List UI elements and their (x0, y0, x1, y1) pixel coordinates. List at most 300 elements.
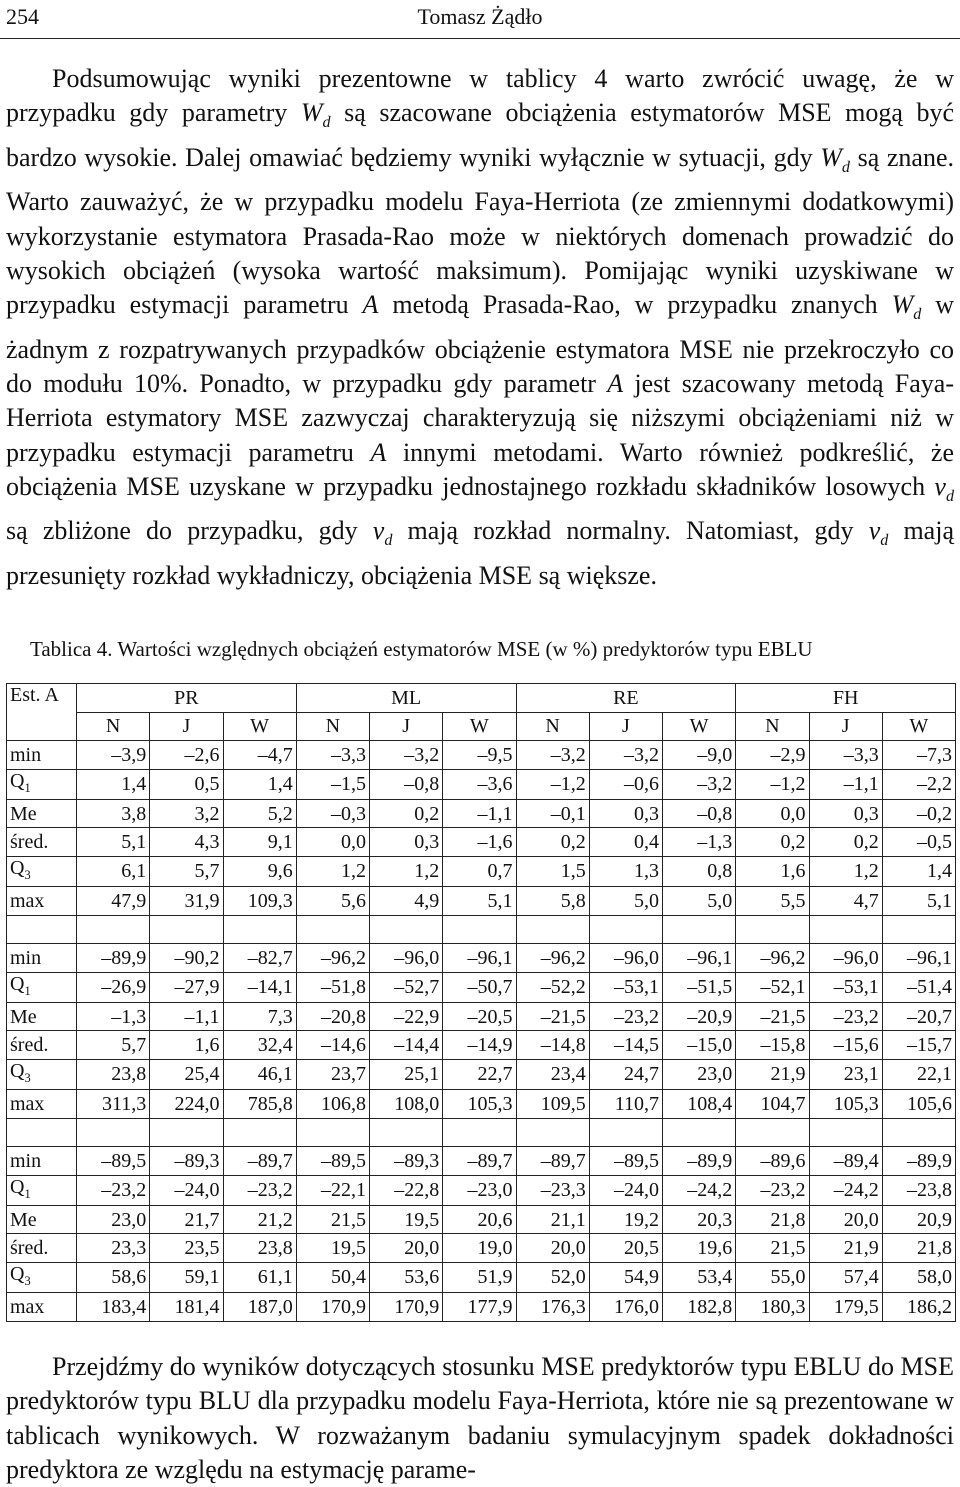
value-cell: –2,2 (882, 769, 955, 799)
value-cell: –1,6 (443, 828, 516, 857)
value-cell: 54,9 (589, 1262, 662, 1292)
empty-cell (150, 915, 223, 944)
subcol-header: W (443, 712, 516, 741)
value-cell: –20,5 (443, 1002, 516, 1031)
value-cell: –3,2 (370, 741, 443, 770)
table-row (7, 972, 956, 1002)
value-cell: 19,6 (663, 1234, 736, 1263)
value-cell: 20,5 (589, 1234, 662, 1263)
value-cell: –51,8 (296, 972, 369, 1002)
value-cell: –24,2 (809, 1175, 882, 1205)
value-cell: –2,9 (736, 741, 809, 770)
value-cell: 170,9 (370, 1292, 443, 1321)
empty-cell (516, 915, 589, 944)
table-row (7, 1292, 956, 1321)
subcol-header: J (370, 712, 443, 741)
value-cell: –14,6 (296, 1031, 369, 1060)
value-cell: 5,7 (77, 1031, 150, 1060)
table-header-groups (7, 684, 956, 713)
value-cell: –26,9 (77, 972, 150, 1002)
value-cell: 181,4 (150, 1292, 223, 1321)
value-cell: 108,4 (663, 1089, 736, 1118)
value-cell: 20,3 (663, 1205, 736, 1234)
row-label (7, 1292, 77, 1321)
empty-cell (589, 915, 662, 944)
value-cell: 224,0 (150, 1089, 223, 1118)
value-cell: –20,9 (663, 1002, 736, 1031)
value-cell: 19,2 (589, 1205, 662, 1234)
row-label (7, 1059, 77, 1089)
value-cell: 22,1 (882, 1059, 955, 1089)
value-cell: 20,0 (516, 1234, 589, 1263)
value-cell: 25,4 (150, 1059, 223, 1089)
value-cell: –22,8 (370, 1175, 443, 1205)
subcol-header: N (736, 712, 809, 741)
subcol-header: W (223, 712, 296, 741)
value-cell: 5,1 (443, 886, 516, 915)
value-cell: 21,8 (736, 1205, 809, 1234)
value-cell: –89,9 (882, 1147, 955, 1176)
value-cell: –20,7 (882, 1002, 955, 1031)
value-cell: –14,4 (370, 1031, 443, 1060)
value-cell: 50,4 (296, 1262, 369, 1292)
value-cell: 32,4 (223, 1031, 296, 1060)
paragraph-next-section: Przejdźmy do wyników dotyczących stosunku MSE predyktorów typu EBLU do MSE predyktorów typu BLU dla przypadku modelu Faya-Herriota, które nie są prezentowane w tablicach wynikowych. W rozważanym badaniu symulacyjnym spadek dokładności predyktora ze względu na estymację parame- (6, 1352, 954, 1484)
value-cell: 55,0 (736, 1262, 809, 1292)
value-cell: 5,6 (296, 886, 369, 915)
value-cell: –51,4 (882, 972, 955, 1002)
value-cell: 21,1 (516, 1205, 589, 1234)
value-cell: –4,7 (223, 741, 296, 770)
value-cell: –23,2 (223, 1175, 296, 1205)
value-cell: 1,4 (882, 856, 955, 886)
subcol-header: J (809, 712, 882, 741)
value-cell: –1,3 (77, 1002, 150, 1031)
subcol-header: W (882, 712, 955, 741)
row-label (7, 1262, 77, 1292)
value-cell: 177,9 (443, 1292, 516, 1321)
table-row (7, 1262, 956, 1292)
value-cell: 108,0 (370, 1089, 443, 1118)
table-row (7, 1002, 956, 1031)
value-cell: 20,0 (370, 1234, 443, 1263)
value-cell: –15,8 (736, 1031, 809, 1060)
value-cell: –2,6 (150, 741, 223, 770)
value-cell: 3,8 (77, 799, 150, 828)
value-cell: –52,1 (736, 972, 809, 1002)
table-row (7, 944, 956, 973)
value-cell: –24,2 (663, 1175, 736, 1205)
value-cell: –53,1 (809, 972, 882, 1002)
table-corner-cell: Est. A (7, 684, 77, 741)
value-cell: 0,4 (589, 828, 662, 857)
row-label (7, 1234, 77, 1263)
value-cell: 21,7 (150, 1205, 223, 1234)
value-cell: 5,1 (882, 886, 955, 915)
empty-cell (77, 915, 150, 944)
value-cell: –0,8 (370, 769, 443, 799)
value-cell: –14,8 (516, 1031, 589, 1060)
row-label (7, 1031, 77, 1060)
table-row (7, 1147, 956, 1176)
value-cell: –0,3 (296, 799, 369, 828)
row-label (7, 944, 77, 973)
value-cell: 104,7 (736, 1089, 809, 1118)
table-row (7, 886, 956, 915)
value-cell: –3,2 (663, 769, 736, 799)
row-label-text: Q (10, 1059, 25, 1082)
value-cell: –89,6 (736, 1147, 809, 1176)
value-cell: 105,3 (809, 1089, 882, 1118)
row-label-text: śred. (10, 831, 49, 854)
table-row (7, 741, 956, 770)
row-label (7, 1147, 77, 1176)
table-row (7, 1234, 956, 1263)
value-cell: 183,4 (77, 1292, 150, 1321)
value-cell: 1,6 (150, 1031, 223, 1060)
value-cell: 23,3 (77, 1234, 150, 1263)
value-cell: –15,7 (882, 1031, 955, 1060)
value-cell: –89,7 (516, 1147, 589, 1176)
value-cell: 19,5 (370, 1205, 443, 1234)
row-label (7, 828, 77, 857)
row-label (7, 741, 77, 770)
value-cell: 7,3 (223, 1002, 296, 1031)
value-cell: 179,5 (809, 1292, 882, 1321)
value-cell: 20,6 (443, 1205, 516, 1234)
value-cell: –0,5 (882, 828, 955, 857)
empty-cell (443, 915, 516, 944)
group-header: FH (736, 684, 956, 713)
row-label-text: min (10, 1149, 42, 1172)
value-cell: –9,5 (443, 741, 516, 770)
value-cell: 187,0 (223, 1292, 296, 1321)
subcol-header: W (663, 712, 736, 741)
value-cell: 0,8 (663, 856, 736, 886)
value-cell: –1,1 (150, 1002, 223, 1031)
value-cell: 21,9 (809, 1234, 882, 1263)
value-cell: –23,2 (736, 1175, 809, 1205)
value-cell: 4,7 (809, 886, 882, 915)
value-cell: 5,2 (223, 799, 296, 828)
value-cell: –14,9 (443, 1031, 516, 1060)
value-cell: 53,4 (663, 1262, 736, 1292)
row-label-text: max (10, 1295, 45, 1318)
row-label-text: Me (10, 802, 37, 825)
value-cell: 311,3 (77, 1089, 150, 1118)
value-cell: –89,3 (370, 1147, 443, 1176)
value-cell: –51,5 (663, 972, 736, 1002)
value-cell: –22,1 (296, 1175, 369, 1205)
value-cell: 1,2 (809, 856, 882, 886)
row-label-text: max (10, 1092, 45, 1115)
row-label-subscript: 3 (24, 1070, 31, 1085)
value-cell: 21,5 (296, 1205, 369, 1234)
empty-cell (296, 1118, 369, 1147)
empty-cell (370, 915, 443, 944)
value-cell: 4,3 (150, 828, 223, 857)
value-cell: 23,5 (150, 1234, 223, 1263)
table-row (7, 1205, 956, 1234)
value-cell: –89,9 (77, 944, 150, 973)
value-cell: –96,2 (736, 944, 809, 973)
value-cell: –24,0 (150, 1175, 223, 1205)
value-cell: –7,3 (882, 741, 955, 770)
row-label-text: max (10, 889, 45, 912)
value-cell: –96,2 (296, 944, 369, 973)
empty-cell (882, 915, 955, 944)
value-cell: 170,9 (296, 1292, 369, 1321)
value-cell: 186,2 (882, 1292, 955, 1321)
value-cell: 23,4 (516, 1059, 589, 1089)
value-cell: 182,8 (663, 1292, 736, 1321)
value-cell: 57,4 (809, 1262, 882, 1292)
value-cell: 9,6 (223, 856, 296, 886)
value-cell: 5,5 (736, 886, 809, 915)
value-cell: –1,2 (736, 769, 809, 799)
value-cell: –96,1 (882, 944, 955, 973)
value-cell: 5,0 (589, 886, 662, 915)
value-cell: –89,4 (809, 1147, 882, 1176)
value-cell: –96,0 (809, 944, 882, 973)
value-cell: –23,2 (77, 1175, 150, 1205)
value-cell: –14,5 (589, 1031, 662, 1060)
table-separator-row (7, 915, 956, 944)
value-cell: 25,1 (370, 1059, 443, 1089)
row-label-text: min (10, 743, 42, 766)
group-header: PR (77, 684, 297, 713)
row-label (7, 1002, 77, 1031)
value-cell: 23,8 (223, 1234, 296, 1263)
value-cell: 5,0 (663, 886, 736, 915)
value-cell: –14,1 (223, 972, 296, 1002)
value-cell: –23,8 (882, 1175, 955, 1205)
table-row (7, 1031, 956, 1060)
value-cell: 1,6 (736, 856, 809, 886)
empty-cell (589, 1118, 662, 1147)
value-cell: 21,5 (736, 1234, 809, 1263)
value-cell: –3,3 (296, 741, 369, 770)
value-cell: 1,3 (589, 856, 662, 886)
value-cell: –27,9 (150, 972, 223, 1002)
value-cell: 0,2 (736, 828, 809, 857)
empty-cell (7, 915, 77, 944)
value-cell: 58,0 (882, 1262, 955, 1292)
value-cell: –96,1 (443, 944, 516, 973)
value-cell: –24,0 (589, 1175, 662, 1205)
value-cell: 0,0 (296, 828, 369, 857)
value-cell: 5,7 (150, 856, 223, 886)
value-cell: 21,9 (736, 1059, 809, 1089)
value-cell: –3,9 (77, 741, 150, 770)
value-cell: 53,6 (370, 1262, 443, 1292)
subcol-header: J (589, 712, 662, 741)
value-cell: –3,3 (809, 741, 882, 770)
empty-cell (736, 1118, 809, 1147)
value-cell: 180,3 (736, 1292, 809, 1321)
value-cell: –53,1 (589, 972, 662, 1002)
row-label-text: Me (10, 1208, 37, 1231)
value-cell: –1,2 (516, 769, 589, 799)
empty-cell (223, 1118, 296, 1147)
table-row (7, 828, 956, 857)
value-cell: 20,9 (882, 1205, 955, 1234)
value-cell: 47,9 (77, 886, 150, 915)
row-label (7, 799, 77, 828)
value-cell: –89,7 (443, 1147, 516, 1176)
value-cell: –89,7 (223, 1147, 296, 1176)
value-cell: –96,2 (516, 944, 589, 973)
value-cell: 0,3 (589, 799, 662, 828)
value-cell: –23,0 (443, 1175, 516, 1205)
value-cell: –90,2 (150, 944, 223, 973)
empty-cell (150, 1118, 223, 1147)
value-cell: –20,8 (296, 1002, 369, 1031)
row-label-text: Q (10, 769, 25, 792)
page-header (0, 0, 960, 39)
value-cell: 23,1 (809, 1059, 882, 1089)
row-label-text: Q (10, 1175, 25, 1198)
subcol-header: N (77, 712, 150, 741)
row-label (7, 769, 77, 799)
empty-cell (663, 915, 736, 944)
table-row (7, 856, 956, 886)
group-header: ML (296, 684, 516, 713)
value-cell: 0,2 (516, 828, 589, 857)
value-cell: 20,0 (809, 1205, 882, 1234)
subcol-header: N (516, 712, 589, 741)
value-cell: –50,7 (443, 972, 516, 1002)
value-cell: 1,2 (296, 856, 369, 886)
value-cell: –1,3 (663, 828, 736, 857)
empty-cell (443, 1118, 516, 1147)
value-cell: 5,1 (77, 828, 150, 857)
empty-cell (516, 1118, 589, 1147)
value-cell: 22,7 (443, 1059, 516, 1089)
row-label-subscript: 3 (24, 867, 31, 882)
value-cell: 109,5 (516, 1089, 589, 1118)
group-header: RE (516, 684, 736, 713)
value-cell: 110,7 (589, 1089, 662, 1118)
table-row (7, 799, 956, 828)
value-cell: –21,5 (516, 1002, 589, 1031)
table-row (7, 1059, 956, 1089)
value-cell: 23,7 (296, 1059, 369, 1089)
row-label (7, 856, 77, 886)
table-separator-row (7, 1118, 956, 1147)
table-caption: Tablica 4. Wartości względnych obciążeń estymatorów MSE (w %) predyktorów typu EBLU (30, 637, 813, 661)
row-label-text: śred. (10, 1034, 49, 1057)
value-cell: –15,6 (809, 1031, 882, 1060)
value-cell: –96,0 (370, 944, 443, 973)
value-cell: 58,6 (77, 1262, 150, 1292)
value-cell: 31,9 (150, 886, 223, 915)
row-label-text: Q (10, 856, 25, 879)
table-header-subcols (7, 712, 956, 741)
value-cell: –1,1 (443, 799, 516, 828)
value-cell: 5,8 (516, 886, 589, 915)
value-cell: –96,1 (663, 944, 736, 973)
value-cell: 61,1 (223, 1262, 296, 1292)
value-cell: –1,5 (296, 769, 369, 799)
value-cell: –89,3 (150, 1147, 223, 1176)
value-cell: –9,0 (663, 741, 736, 770)
row-label (7, 1205, 77, 1234)
value-cell: –52,2 (516, 972, 589, 1002)
value-cell: 23,0 (77, 1205, 150, 1234)
value-cell: –52,7 (370, 972, 443, 1002)
value-cell: 1,4 (77, 769, 150, 799)
row-label-subscript: 3 (24, 1273, 31, 1288)
value-cell: –89,5 (589, 1147, 662, 1176)
row-label-text: min (10, 946, 42, 969)
row-label (7, 886, 77, 915)
value-cell: –0,2 (882, 799, 955, 828)
empty-cell (77, 1118, 150, 1147)
subcol-header: N (296, 712, 369, 741)
row-label-text: Me (10, 1005, 37, 1028)
empty-cell (370, 1118, 443, 1147)
value-cell: 0,7 (443, 856, 516, 886)
value-cell: 109,3 (223, 886, 296, 915)
empty-cell (663, 1118, 736, 1147)
value-cell: –1,1 (809, 769, 882, 799)
table-row (7, 1089, 956, 1118)
value-cell: –0,8 (663, 799, 736, 828)
row-label (7, 972, 77, 1002)
value-cell: 106,8 (296, 1089, 369, 1118)
table-row (7, 1175, 956, 1205)
value-cell: –23,2 (589, 1002, 662, 1031)
value-cell: 1,4 (223, 769, 296, 799)
value-cell: 1,2 (370, 856, 443, 886)
value-cell: 105,3 (443, 1089, 516, 1118)
value-cell: 0,2 (370, 799, 443, 828)
value-cell: 0,0 (736, 799, 809, 828)
value-cell: 1,5 (516, 856, 589, 886)
value-cell: –3,2 (516, 741, 589, 770)
empty-cell (882, 1118, 955, 1147)
value-cell: –3,6 (443, 769, 516, 799)
value-cell: 24,7 (589, 1059, 662, 1089)
value-cell: –0,6 (589, 769, 662, 799)
value-cell: –89,5 (77, 1147, 150, 1176)
row-label-subscript: 1 (24, 1186, 31, 1201)
value-cell: 0,3 (370, 828, 443, 857)
value-cell: 6,1 (77, 856, 150, 886)
value-cell: –23,2 (809, 1002, 882, 1031)
table-row (7, 769, 956, 799)
value-cell: –89,5 (296, 1147, 369, 1176)
value-cell: –89,9 (663, 1147, 736, 1176)
empty-cell (809, 1118, 882, 1147)
paragraph-summary: Podsumowując wyniki prezentowne w tablicy 4 warto zwrócić uwagę, że w przypadku gdy parametry $W_d$ są szacowane obciążenia estymatorów MSE mogą być bardzo wysokie. Dalej omawiać będziemy wyniki wyłącznie w sytuacji, gdy $W_d$ są znane. Warto zauważyć, że w przypadku modelu Faya-Herriota (ze zmiennymi dodatkowymi) wykorzystanie estymatora Prasada-Rao może w niektórych domenach prowadzić do wysokich obciążeń (wysoka wartość maksimum). Pomijając wyniki uzyskiwane w przypadku estymacji parametru A metodą Prasada-Rao, w przypadku znanych $W_d$ w żadnym z rozpatrywanych przypadków obciążenie estymatora MSE nie przekroczyło co do modułu 10%. Ponadto, w przypadku gdy parametr A jest szacowany metodą Faya-Herriota estymatory MSE zazwyczaj charakteryzują się niższymi obciążeniami niż w przypadku estymacji parametru A innymi metodami. Warto również podkreślić, że obciążenia MSE uzyskane w przypadku jednostajnego rozkładu składników losowych $v_d$ są zbliżone do przypadku, gdy $v_d$ mają rozkład normalny. Natomiast, gdy $v_d$ mają przesunięty rozkład wykładniczy, obciążenia MSE są większe. (6, 64, 955, 590)
value-cell: 52,0 (516, 1262, 589, 1292)
value-cell: 19,5 (296, 1234, 369, 1263)
value-cell: 46,1 (223, 1059, 296, 1089)
empty-cell (223, 915, 296, 944)
row-label (7, 1089, 77, 1118)
running-head-author: Tomasz Żądło (417, 4, 543, 29)
value-cell: 4,9 (370, 886, 443, 915)
empty-cell (7, 1118, 77, 1147)
value-cell: 105,6 (882, 1089, 955, 1118)
value-cell: 21,8 (882, 1234, 955, 1263)
value-cell: 51,9 (443, 1262, 516, 1292)
value-cell: –23,3 (516, 1175, 589, 1205)
value-cell: 21,2 (223, 1205, 296, 1234)
empty-cell (736, 915, 809, 944)
